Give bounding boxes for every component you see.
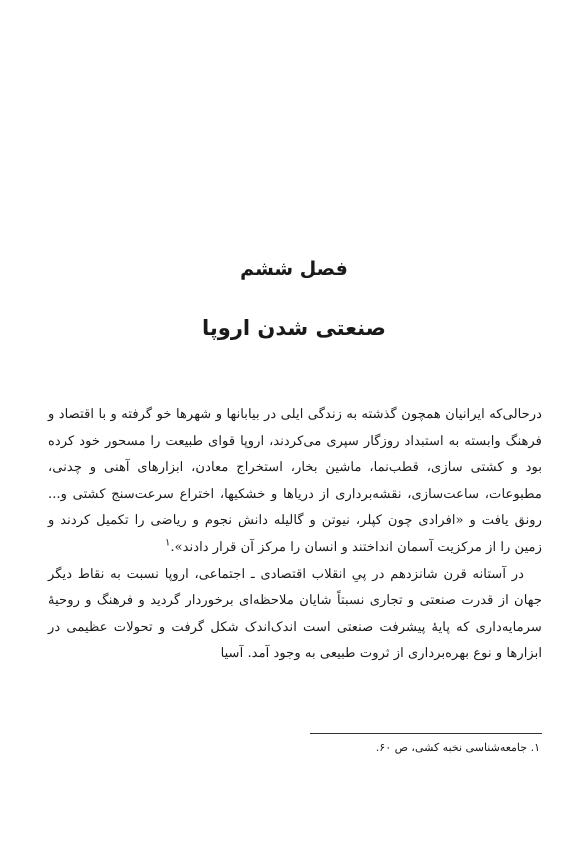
chapter-number-heading: فصل ششم [240,258,348,280]
paragraph-2: در آستانه قرن شانزدهم در پیِ انقلاب اقتصادی ـ اجتماعی، اروپا نسبت به نقاط دیگر جهان از قدرت صنعتی و تجاری نسبتاً شایان ملاحظه‌ای برخوردار گردید و فرهنگ و روحیهٔ سرمایه‌داری که پایهٔ پیشرفت صنعتی است اندک‌اندک شکل گرفت و تحولات عظیمی در ابزارها و نوع بهره‌برداری از ثروت طبیعی به وجود آمد. آسیا [48,566,542,662]
body-text [48,402,542,668]
chapter-title: صنعتی شدن اروپا [202,316,386,340]
paragraph-1-text: درحالی‌که ایرانیان همچون گذشته به زندگی ایلی در بیابانها و شهرها خو گرفته و با اقتصاد و فرهنگ وابسته به استبداد روزگار سپری می‌کردند، اروپا قوای طبیعت را مسحور خود کرده بود و کشتی سازی، قطب‌نما، ماشین بخار، استخراج معادن، ابزارهای آهنی و چدنی، مطبوعات، ساعت‌سازی، نقشه‌برداری از دریاها و خشکیها، اختراع سرعت‌سنج کشتی و... رونق یافت و «افرادی چون کپلر، نیوتن و گالیله دانش نجوم و ریاضی را تکمیل کردند و زمین را از مرکزیت آسمان انداختند و انسان را مرکز آن قرار دادند». [48,407,542,555]
footnote-marker: ۱ [164,537,171,549]
footnote: ۱. جامعه‌شناسی نخبه کشی، ص ۶۰. [375,741,540,754]
paragraph-1 [48,402,542,562]
footnote-divider [310,733,542,734]
